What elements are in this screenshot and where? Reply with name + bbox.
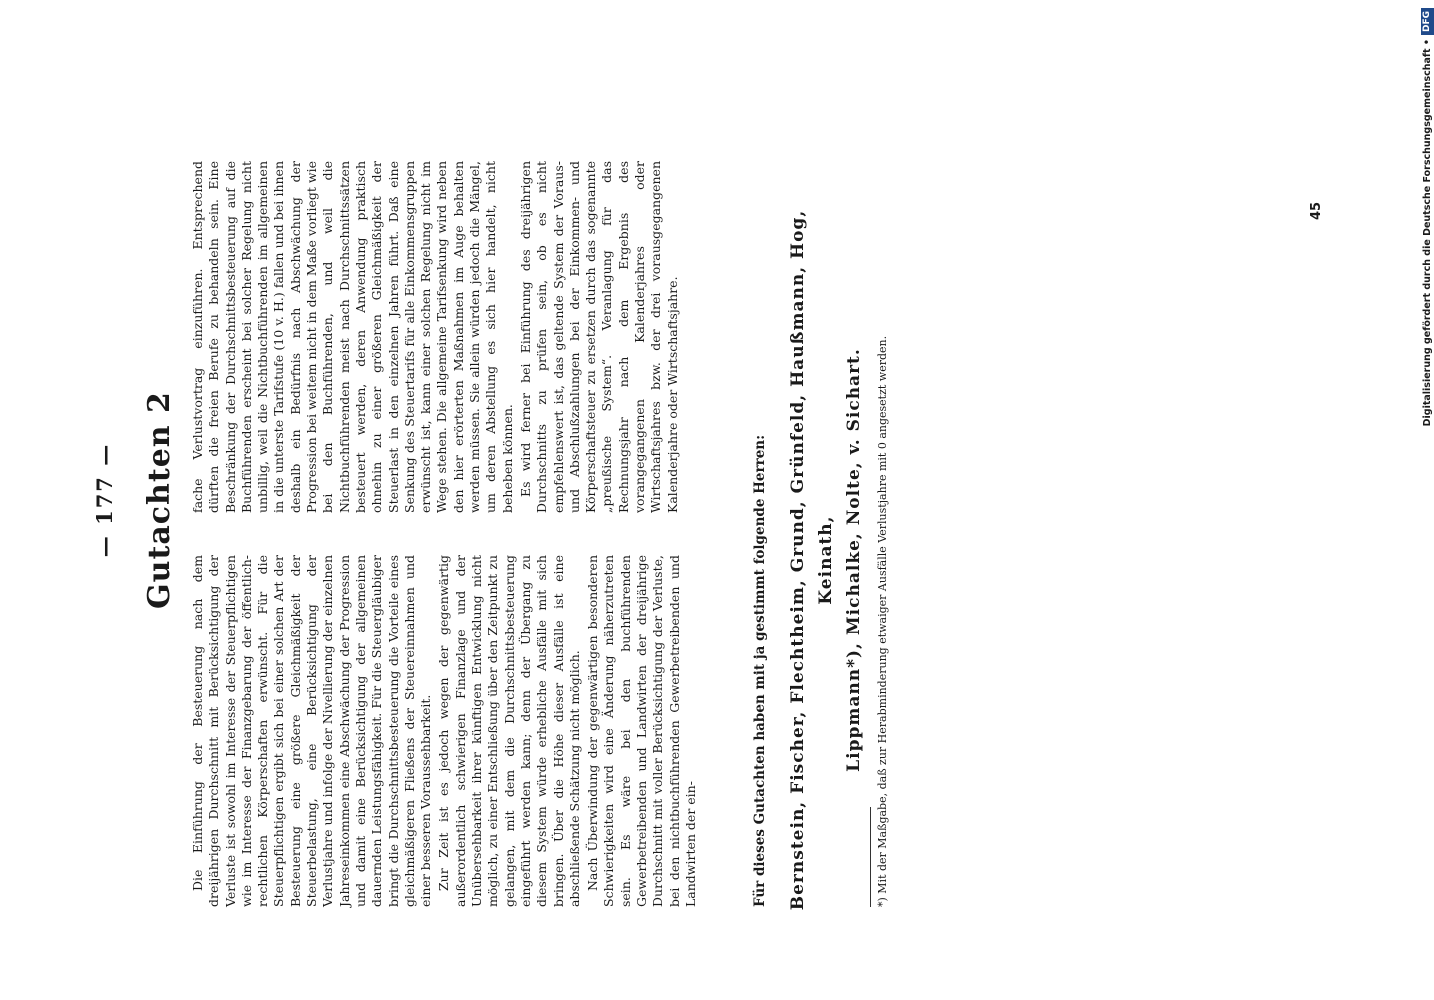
signers-intro: Für dieses Gutachten haben mit ja gestimmt folgende Herren: — [752, 434, 768, 907]
paragraph: fache Verlustvortrag einzuführen. Entsprechend dürften die freien Berufe zu behandeln sein. Eine Beschränkung der Durchschnittsbesteuerung auf die Buchführenden erscheint bei solcher Regelung nicht unbillig, weil die Nichtbuchführenden im allgemeinen in die unterste Tarifstufe (10 v. H.) fallen und bei ihnen deshalb ein Bedürfnis nach Abschwächung der Progression bei weitem nicht in dem Maße vorliegt wie bei den Buchführenden, und weil die Nichtbuchführenden meist nach Durchschnittssätzen besteuert werden, deren Anwendung praktisch ohnehin zu einer größeren Gleichmäßigkeit der Steuerlast in den einzelnen Jahren führt. Daß eine Senkung des Steuertarifs für alle Einkommensgruppen erwünscht ist, kann einer solchen Regelung nicht im Wege stehen. Die allgemeine Tarifsenkung wird neben den hier erörterten Maßnahmen im Auge behalten werden müssen. Sie allein würden jedoch die Mängel, um deren Abstellung es sich hier handelt, nicht beheben können. — [190, 161, 515, 513]
page-number: 45 — [1309, 201, 1324, 220]
page-header-number: — 177 — — [92, 442, 117, 558]
text-column-right — [190, 161, 681, 513]
paragraph: Nach Überwindung der gegenwärtigen besonderen Schwierigkeiten wird eine Änderung näherzutreten sein. Es wäre bei den buchführenden Gewerbetreibenden und Landwirten der dreijährige Durchschnitt mit voller Berücksichtigung der Verluste, bei den nichtbuchführenden Gewerbetreibenden und Landwirten der ein- — [585, 555, 698, 907]
signers-line: Lippmann*), Michalke, Nolte, v. Sichart. — [844, 348, 864, 772]
text-column-left — [190, 555, 699, 907]
footnote: *) Mit der Maßgabe, daß zur Herabminderung etwaiger Ausfälle Verlustjahre mit 0 angesetzt werden. — [876, 335, 889, 907]
footnote-divider — [870, 807, 871, 907]
paragraph: Die Einführung der Besteuerung nach dem dreijährigen Durchschnitt mit Berücksichtigung der Verluste ist sowohl im Interesse der Steuerpflichtigen wie im Interesse der Finanzgebarung der öffentlich-rechtlichen Körperschaften erwünscht. Für die Steuerpflichtigen ergibt sich bei einer solchen Art der Besteuerung eine größere Gleichmäßigkeit der Steuerbelastung, eine Berücksichtigung der Verlustjahre und infolge der Nivellierung der einzelnen Jahreseinkommen eine Abschwächung der Progression und damit eine Berücksichtigung der allgemeinen dauernden Leistungsfähigkeit. Für die Steuergläubiger bringt die Durchschnittsbesteuerung die Vorteile eines gleichmäßigeren Fließens der Steuereinnahmen und einer besseren Voraussehbarkeit. — [190, 555, 434, 907]
digitization-credit — [1419, 8, 1434, 427]
signers-list — [784, 180, 868, 940]
paragraph: Es wird ferner bei Einführung des dreijährigen Durchschnitts zu prüfen sein, ob es nicht empfehlenswert ist, das geltende System der Voraus- und Abschlußzahlungen bei der Einkommen- und Körperschaftsteuer zu ersetzen durch das sogenannte „preußische System“. Veranlagung für das Rechnungsjahr nach dem Ergebnis des vorangegangenen Kalenderjahres oder Wirtschaftsjahres bzw. der drei vorausgegangenen Kalenderjahre oder Wirtschaftsjahre. — [517, 161, 680, 513]
page-title: Gutachten 2 — [142, 391, 177, 609]
dfg-logo-icon: DFG — [1421, 8, 1434, 35]
signers-line: Bernstein, Fischer, Flechtheim, Grund, Grünfeld, Haußmann, Hog, Keinath, — [788, 209, 836, 911]
paragraph: Zur Zeit ist es jedoch wegen der gegenwärtig außerordentlich schwierigen Finanzlage und der Unübersehbarkeit ihrer künftigen Entwicklung nicht möglich, zu einer Entschließung über den Zeitpunkt zu gelangen, mit dem die Durchschnittsbesteuerung eingeführt werden kann; denn der Übergang zu diesem System würde erhebliche Ausfälle mit sich bringen. Über die Höhe dieser Ausfälle ist eine abschließende Schätzung nicht möglich. — [436, 555, 582, 907]
credit-text: Digitalisierung gefördert durch die Deutsche Forschungsgemeinschaft • — [1421, 39, 1433, 427]
